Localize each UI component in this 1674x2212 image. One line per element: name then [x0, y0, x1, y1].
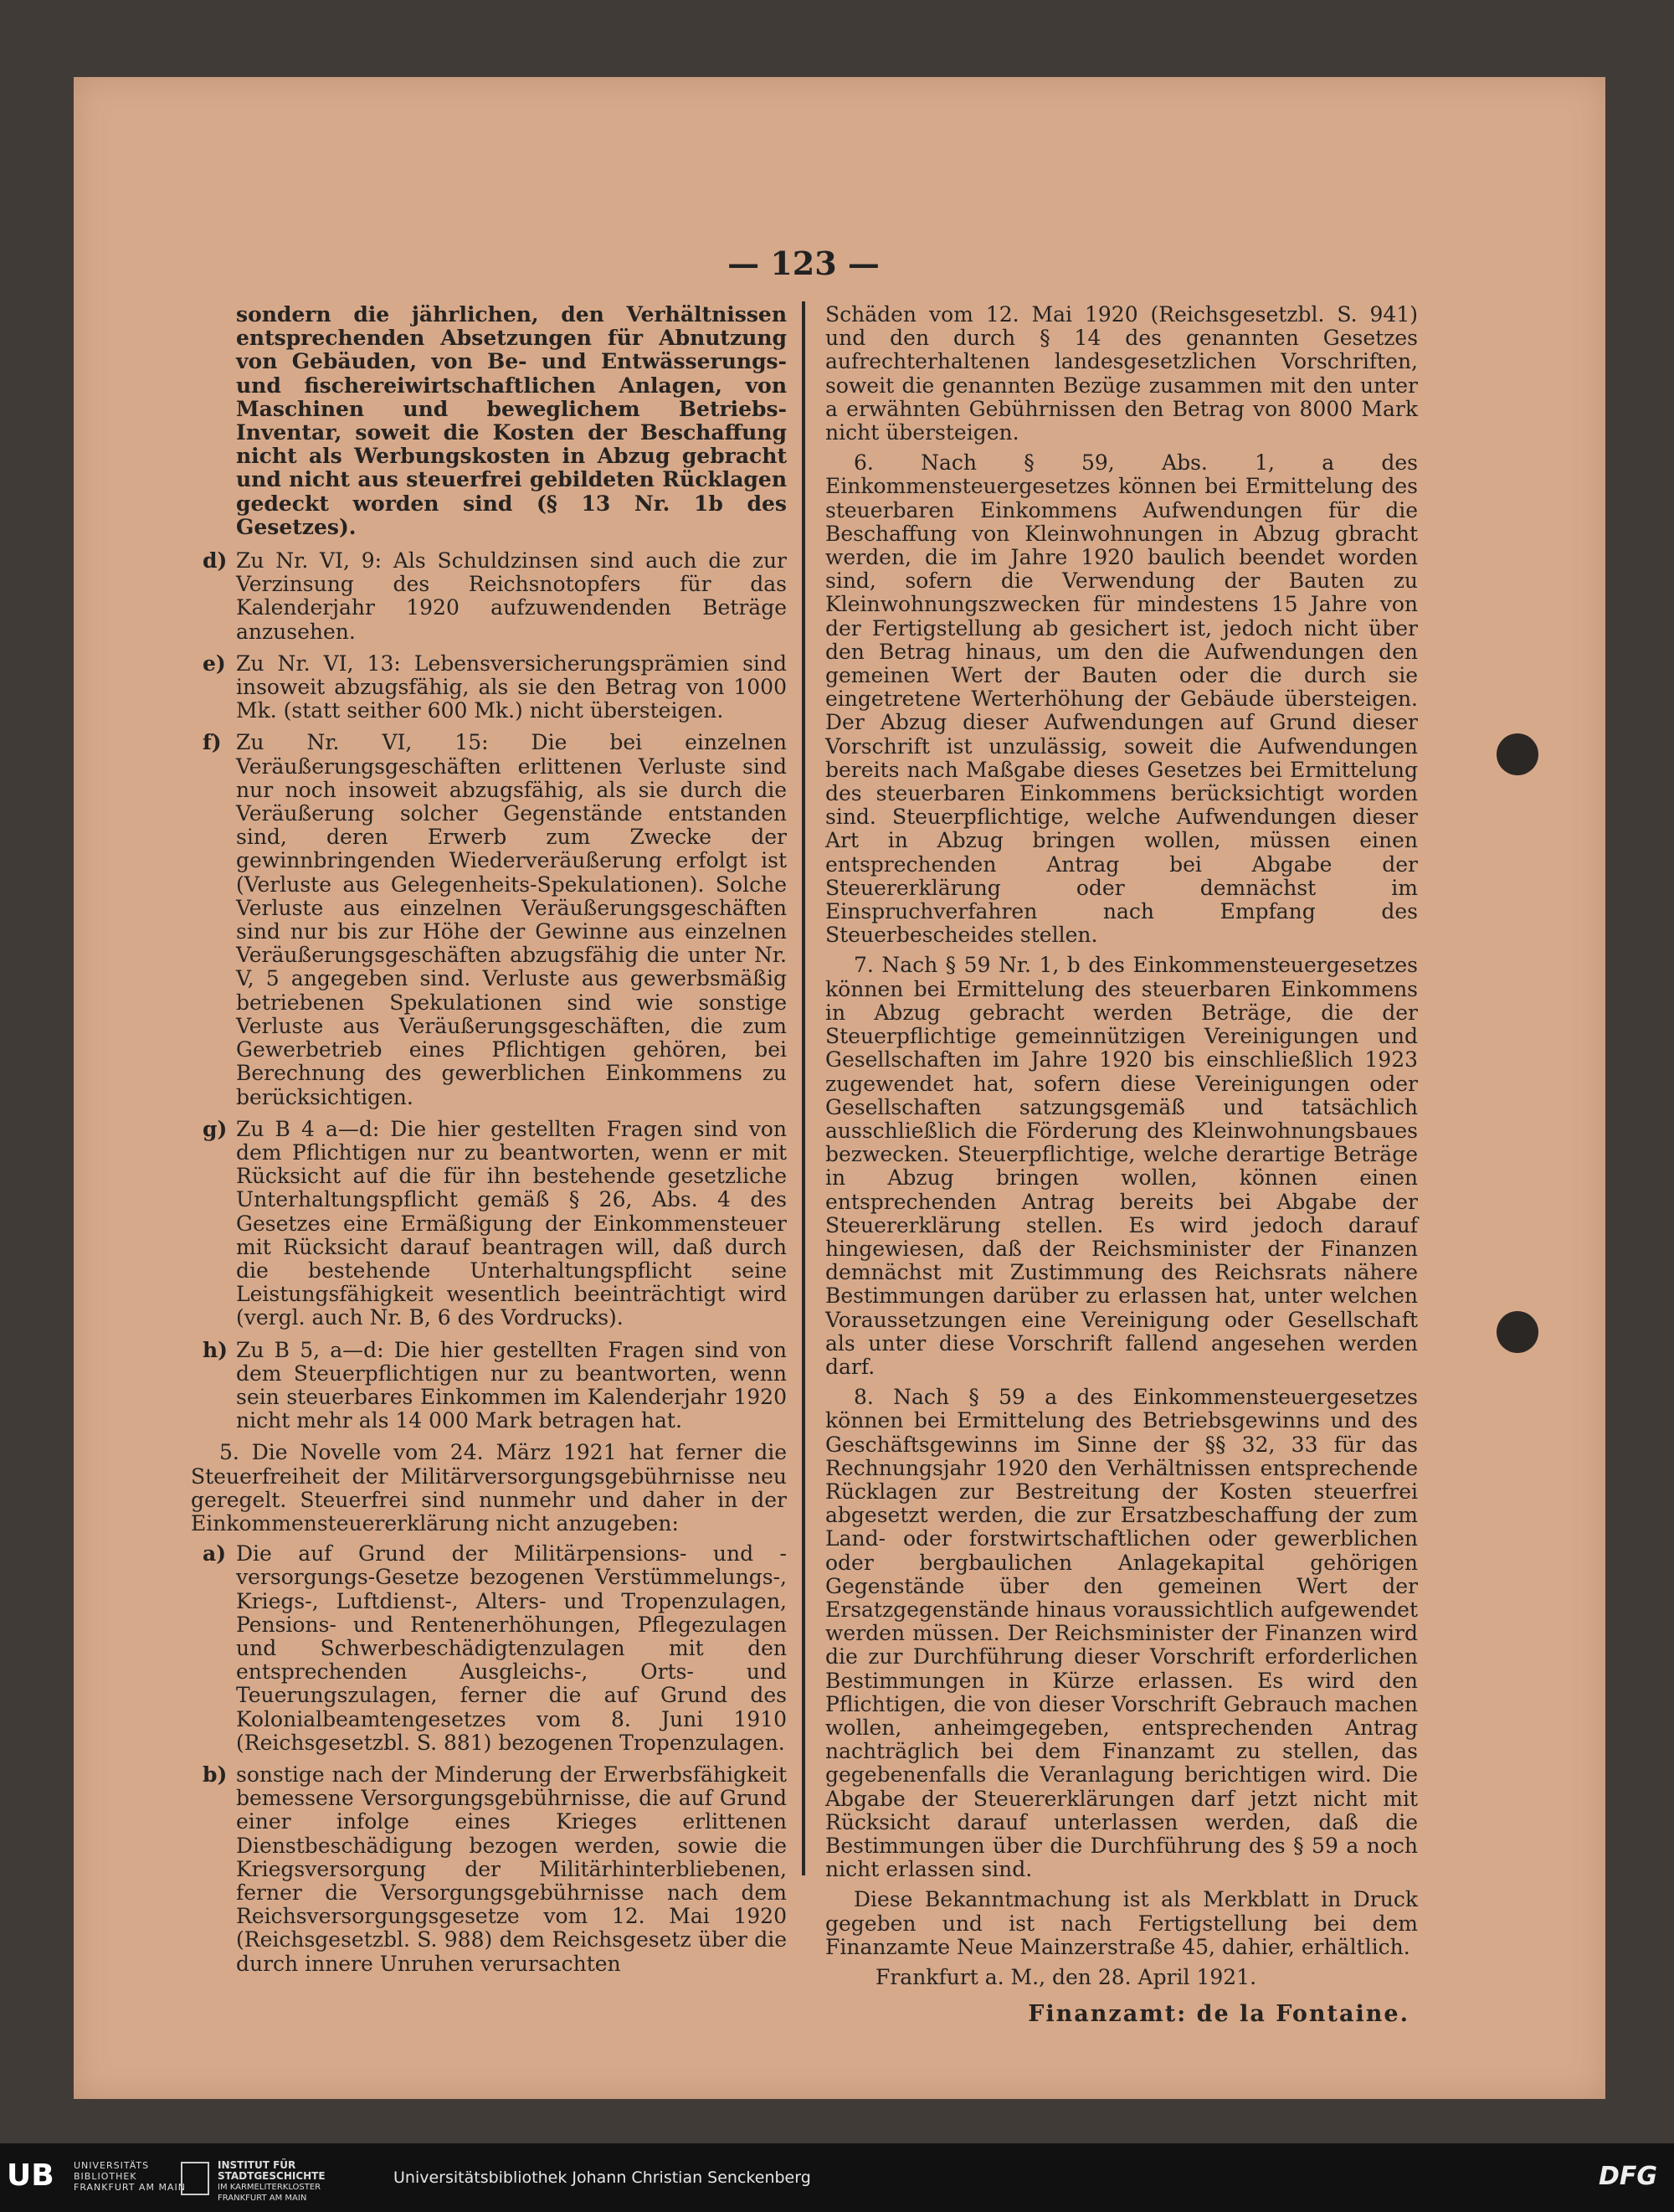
ub-logo[interactable]: UB — [7, 2158, 54, 2193]
item-text: Zu B 5, a—d: Die hier gestellten Fragen sind von dem Steuerpflichtigen nur zu beantworten, wenn sein steuerbares Einkommen im Kalenderjahr 1920 nicht mehr als 14 000 Mark betragen hat. — [236, 1337, 787, 1433]
institute-sub-line: IM KARMELITERKLOSTER — [218, 2183, 321, 2192]
punch-hole — [1497, 1311, 1538, 1353]
ub-sub-line: BIBLIOTHEK — [74, 2171, 137, 2182]
punch-hole — [1497, 733, 1538, 775]
paragraph-5: 5. Die Novelle vom 24. März 1921 hat ferner die Steuerfreiheit der Militärversorgungsgebührnisse neu geregelt. Steuerfrei sind nunmehr und daher in der Einkommensteuererklärung nicht anzugeben: — [191, 1440, 787, 1536]
ub-logo-subtitle — [74, 2160, 186, 2193]
item-text: Zu Nr. VI, 15: Die bei einzelnen Veräußerungsgeschäften erlittenen Verluste sind nur noch insoweit abzugsfähig, als sie durch die Veräußerung solcher Gegenstände entstanden sind, deren Erwerb zum Zwecke der gewinnbringenden Wiederveräußerung erfolgt ist (Verluste aus Gelegenheits-Spekulationen). Solche Verluste aus einzelnen Veräußerungsgeschäften sind nur bis zur Höhe der Gewinne aus einzelnen Veräußerungsgeschäften abzugsfähig die unter Nr. V, 5 angegeben sind. Verluste aus gewerbsmäßig betriebenen Spekulationen sind wie sonstige Verluste aus Veräußerungsgeschäften, die zum Gewerbetrieb eines Pflichtigen gehören, bei Berechnung des gewerblichen Einkommens zu berücksichtigen. — [236, 730, 787, 1109]
institute-sub-line: FRANKFURT AM MAIN — [218, 2194, 307, 2203]
item-text: Zu Nr. VI, 13: Lebensversicherungsprämien sind insoweit abzugsfähig, als sie den Betrag von 1000 Mk. (statt seither 600 Mk.) nicht übersteigen. — [236, 651, 787, 723]
list-item — [191, 652, 787, 723]
institute-logo-icon — [181, 2162, 209, 2195]
institute-line: STADTGESCHICHTE — [218, 2170, 326, 2182]
list-item — [191, 1542, 787, 1755]
item-label: g) — [203, 1116, 228, 1141]
column-divider — [802, 301, 805, 1875]
right-continuation: Schäden vom 12. Mai 1920 (Reichsgesetzbl. S. 941) und den durch § 14 des genannten Gesetzes aufrechterhaltenen landesgesetzlichen Vorschriften, soweit die genannten Bezüge zusammen mit den unter a erwähnten Gebührnissen den Betrag von 8000 Mark nicht übersteigen. — [825, 302, 1418, 445]
signature: Finanzamt: de la Fontaine. — [1028, 2001, 1410, 2028]
item-label: a) — [203, 1541, 227, 1566]
paragraph-7: 7. Nach § 59 Nr. 1, b des Einkommensteuergesetzes können bei Ermittelung des steuerbaren Einkommens in Abzug gebracht werden Beträge, die der Steuerpflichtige gemeinnützigen Vereinigungen und Gesellschaften im Jahre 1920 bis einschließlich 1923 zugewendet hat, sofern diese Vereinigungen oder Gesellschaften satzungsgemäß und tatsächlich ausschließlich die Förderung des Kleinwohnungsbaues bezwecken. Steuerpflichtige, welche derartige Beträge in Abzug bringen wollen, können einen entsprechenden Antrag bereits bei Abgabe der Steuererklärung stellen. Es wird jedoch darauf hingewiesen, daß der Reichsminister der Finanzen demnächst mit Zustimmung des Reichsrats nähere Bestimmungen darüber zu erlassen hat, unter welchen Voraussetzungen eine Vereinigung oder Gesellschaft als unter diese Vorschrift fallend angesehen werden darf. — [825, 953, 1418, 1379]
closing-paragraph: Diese Bekanntmachung ist als Merkblatt in Druck gegeben und ist nach Fertigstellung bei dem Finanzamte Neue Mainzerstraße 45, dahier, erhältlich. — [825, 1887, 1418, 1959]
item-text: Zu B 4 a—d: Die hier gestellten Fragen sind von dem Pflichtigen nur zu beantworten, wenn er mit Rücksicht auf die für ihn bestehende gesetzliche Unterhaltungspflicht gemäß § 26, Abs. 4 des Gesetzes eine Ermäßigung der Einkommensteuer mit Rücksicht darauf beantragen will, daß durch die bestehende Unterhaltungspflicht seine Leistungsfähigkeit wesentlich beeinträchtigt wird (vergl. auch Nr. B, 6 des Vordrucks). — [236, 1116, 787, 1330]
item-text: sonstige nach der Minderung der Erwerbsfähigkeit bemessene Versorgungsgebührnisse, die auf Grund einer infolge eines Krieges erlittenen Dienstbeschädigung bezogen werden, sowie die Kriegsversorgung der Militärhinterbliebenen, ferner die Versorgungsgebührnisse nach dem Reichsversorgungsgesetze vom 12. Mai 1920 (Reichsgesetzbl. S. 988) dem Reichsgesetz über die durch innere Unruhen verursachten — [236, 1762, 787, 1976]
left-column — [191, 303, 787, 1984]
list-item — [191, 1118, 787, 1330]
item-label: h) — [203, 1337, 229, 1362]
list-item — [191, 731, 787, 1109]
item-label: b) — [203, 1762, 228, 1787]
paragraph-6: 6. Nach § 59, Abs. 1, a des Einkommensteuergesetzes können bei Ermittelung des steuerbaren Einkommens Aufwendungen für die Beschaffung von Kleinwohnungen in Abzug gbracht werden, die im Jahre 1920 baulich beendet worden sind, sofern die Verwendung der Bauten zu Kleinwohnungszwecken für mindestens 15 Jahre von der Fertigstellung ab gesichert ist, jedoch nicht über den Betrag hinaus, um den die Aufwendungen den gemeinen Wert der Bauten oder die durch sie eingetretene Werterhöhung der Gebäude übersteigen. Der Abzug dieser Aufwendungen auf Grund dieser Vorschrift ist unzulässig, soweit die Aufwendungen bereits nach Maßgabe dieses Gesetzes bei Ermittelung des steuerbaren Einkommens berücksichtigt worden sind. Steuerpflichtige, welche Aufwendungen dieser Art in Abzug bringen wollen, müssen einen entsprechenden Antrag bei Abgabe der Steuererklärung oder demnächst im Einspruchverfahren nach Empfang des Steuerbescheides stellen. — [825, 450, 1418, 948]
institute-line: INSTITUT FÜR — [218, 2159, 296, 2171]
right-column — [825, 303, 1418, 2026]
page-number: — 123 — — [727, 244, 880, 282]
ub-sub-line: UNIVERSITÄTS — [74, 2160, 150, 2171]
list-item — [191, 1763, 787, 1976]
institute-logo-text[interactable] — [218, 2160, 326, 2204]
item-label: f) — [203, 730, 222, 755]
paragraph-8: 8. Nach § 59 a des Einkommensteuergesetzes können bei Ermittelung des Betriebsgewinns und des Geschäftsgewinns im Sinne der §§ 32, 33 für das Rechnungsjahr 1920 den Verhältnissen entsprechende Rücklagen zur Bestreitung der Kosten steuerfrei abgesetzt werden, die zur Ersatzbeschaffung der zum Land- oder forstwirtschaftlichen oder gewerblichen oder bergbaulichen Anlagekapital gehörigen Gegenstände über den gemeinen Wert der Ersatzgegenstände hinaus voraussichtlich aufgewendet werden müssen. Der Reichsminister der Finanzen wird die zur Durchführung dieser Vorschrift erforderlichen Bestimmungen in Kürze erlassen. Es wird den Pflichtigen, die von dieser Vorschrift Gebrauch machen wollen, anheimgegeben, entsprechenden Antrag nachträglich bei dem Finanzamt zu stellen, das gegebenenfalls die Veranlagung berichtigen wird. Die Abgabe der Steuererklärungen darf jetzt nicht mit Rücksicht darauf unterlassen werden, daß die Bestimmungen über die Durchführung des § 59 a noch nicht erlassen sind. — [825, 1385, 1418, 1882]
ub-sub-line: FRANKFURT AM MAIN — [74, 2182, 186, 2193]
left-continuation: sondern die jährlichen, den Verhältnissen entsprechenden Absetzungen für Abnutzung von Gebäuden, von Be- und Entwässerungs- und fischereiwirtschaftlichen Anlagen, von Maschinen und beweglichem Betriebs-Inventar, soweit die Kosten der Beschaffung nicht als Werbungskosten in Abzug gebracht und nicht aus steuerfrei gebildeten Rücklagen gedeckt worden sind (§ 13 Nr. 1b des Gesetzes). — [236, 302, 787, 539]
item-label: e) — [203, 651, 226, 676]
item-text: Die auf Grund der Militärpensions- und -versorgungs-Gesetze bezogenen Verstümmelungs-, Kriegs-, Luftdienst-, Alters- und Tropenzulagen, Pensions- und Rentenerhöhungen, Pflegezulagen und Schwerbeschädigtenzulagen mit den entsprechenden Ausgleichs-, Orts- und Teuerungszulagen, ferner die auf Grund des Kolonialbeamtengesetzes vom 8. Juni 1910 (Reichsgesetzbl. S. 881) bezogenen Tropenzulagen. — [236, 1541, 787, 1755]
list-item — [191, 1339, 787, 1433]
viewer-footer — [0, 2143, 1674, 2212]
item-label: d) — [203, 548, 228, 574]
dateline: Frankfurt a. M., den 28. April 1921. — [876, 1965, 1257, 1990]
list-item — [191, 549, 787, 644]
dfg-logo[interactable]: DFG — [1598, 2162, 1657, 2191]
library-name: Universitätsbibliothek Johann Christian Senckenberg — [393, 2168, 811, 2187]
item-text: Zu Nr. VI, 9: Als Schuldzinsen sind auch die zur Verzinsung des Reichsnotopfers für das Kalenderjahr 1920 aufzuwendenden Beträge anzusehen. — [236, 548, 787, 644]
